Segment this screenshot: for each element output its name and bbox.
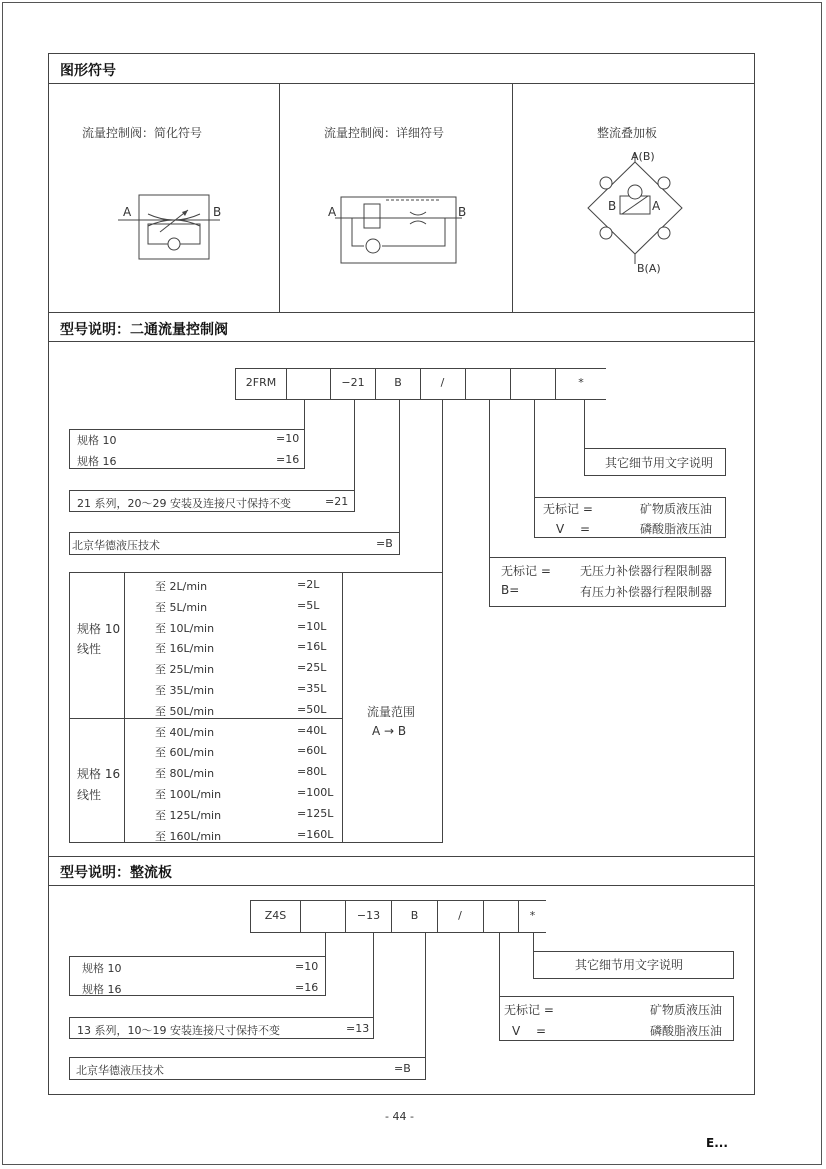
flow-code: =10L	[297, 620, 327, 633]
divider	[48, 885, 755, 886]
detailed-port-a: A	[328, 205, 337, 219]
flow-range: 至 16L/min	[155, 642, 215, 655]
symbols-title: 图形符号	[60, 63, 116, 79]
plate-code-cell: −13	[345, 900, 392, 933]
flow-range: 至 60L/min	[155, 746, 215, 759]
flow-group-10-label: 规格 10	[77, 622, 121, 636]
flow-group-16-sub: 线性	[77, 788, 102, 802]
flow-code: =5L	[297, 599, 320, 612]
spec-value: =10	[276, 432, 300, 445]
leader-line	[489, 400, 490, 558]
valve-model-title: 型号说明：二通流量控制阀	[60, 322, 228, 338]
flow-code: =60L	[297, 744, 327, 757]
flow-range-label: 流量范围	[367, 705, 416, 719]
leader-line	[373, 933, 374, 1019]
leader-line	[533, 933, 534, 951]
simplified-flow-valve-symbol	[110, 190, 220, 265]
flow-code: =40L	[297, 724, 327, 737]
flow-code: =25L	[297, 661, 327, 674]
series-value: =21	[325, 495, 349, 508]
plate-model-title: 型号说明：整流板	[60, 865, 172, 881]
simplified-port-a: A	[123, 205, 132, 219]
plate-port-b: B	[608, 199, 617, 213]
spec-label: 规格 10	[77, 434, 117, 447]
flow-range: 至 5L/min	[155, 601, 208, 614]
detailed-symbol-label: 流量控制阀：详细符号	[324, 126, 445, 140]
limiter-label: 无标记 =	[501, 564, 551, 578]
divider	[124, 572, 125, 843]
flow-code: =16L	[297, 640, 327, 653]
maker-label: 北京华德液压技术	[72, 539, 160, 552]
detailed-flow-valve-symbol	[330, 192, 470, 267]
spec-value: =16	[276, 453, 300, 466]
maker-value: =B	[394, 1062, 411, 1075]
leader-line	[325, 933, 326, 957]
plate-symbol-label: 整流叠加板	[597, 126, 658, 140]
divider	[279, 83, 280, 312]
leader-line	[442, 400, 443, 572]
plate-code-cell: /	[437, 900, 484, 933]
flow-range: 至 25L/min	[155, 663, 215, 676]
valve-code-cell: B	[375, 368, 421, 400]
simplified-symbol-label: 流量控制阀：简化符号	[82, 126, 203, 140]
leader-line	[304, 400, 305, 430]
flow-code: =160L	[297, 828, 334, 841]
leader-line	[499, 933, 500, 996]
plate-code-cell: Z4S	[250, 900, 301, 933]
divider	[48, 83, 755, 84]
simplified-port-b: B	[213, 205, 222, 219]
valve-code-cell: 2FRM	[235, 368, 287, 400]
limiter-label: B=	[501, 583, 520, 597]
plate-code-cell	[483, 900, 519, 933]
fluid-value: 矿物质液压油	[650, 1003, 723, 1017]
spec-label: 规格 10	[82, 962, 122, 975]
maker-value: =B	[376, 537, 393, 550]
leader-line	[584, 400, 585, 448]
flow-range: 至 35L/min	[155, 684, 215, 697]
leader-line	[534, 400, 535, 498]
flow-group-10-sub: 线性	[77, 642, 102, 656]
divider	[48, 856, 755, 857]
leader-line	[425, 933, 426, 1058]
maker-label: 北京华德液压技术	[76, 1064, 164, 1077]
flow-code: =2L	[297, 578, 320, 591]
flow-range: 至 125L/min	[155, 809, 222, 822]
valve-code-cell	[510, 368, 556, 400]
valve-code-cell: *	[555, 368, 606, 400]
flow-code: =50L	[297, 703, 327, 716]
divider	[342, 572, 343, 843]
valve-code-cell	[286, 368, 331, 400]
flow-code: =125L	[297, 807, 334, 820]
spec-label: 规格 16	[77, 455, 117, 468]
series-label: 21 系列，20～29 安装及连接尺寸保持不变	[77, 497, 291, 510]
rectifier-plate-symbol	[582, 152, 692, 272]
plate-port-a: A	[652, 199, 661, 213]
plate-bottom-label: B(A)	[637, 262, 661, 275]
flow-range: 至 100L/min	[155, 788, 222, 801]
series-value: =13	[346, 1022, 370, 1035]
spec-label: 规格 16	[82, 983, 122, 996]
flow-code: =35L	[297, 682, 327, 695]
fluid-label: 无标记 =	[543, 502, 593, 516]
divider	[48, 341, 755, 342]
flow-code: =100L	[297, 786, 334, 799]
flow-range: 至 50L/min	[155, 705, 215, 718]
fluid-value: 磷酸脂液压油	[650, 1024, 723, 1038]
fluid-label: 无标记 =	[504, 1003, 554, 1017]
plate-code-cell	[300, 900, 346, 933]
limiter-value: 有压力补偿器行程限制器	[580, 585, 713, 599]
flow-range: 至 160L/min	[155, 830, 222, 843]
valve-code-cell: −21	[330, 368, 376, 400]
plate-code-cell: *	[518, 900, 546, 933]
flow-range: 至 10L/min	[155, 622, 215, 635]
fluid-value: 磷酸脂液压油	[640, 522, 713, 536]
flow-group-16-label: 规格 16	[77, 767, 121, 781]
spec-value: =10	[295, 960, 319, 973]
page-number: - 44 -	[385, 1110, 414, 1123]
flow-range: 至 80L/min	[155, 767, 215, 780]
divider	[48, 312, 755, 313]
plate-top-label: A(B)	[631, 150, 655, 163]
detailed-port-b: B	[458, 205, 467, 219]
corner-mark: E...	[706, 1136, 728, 1150]
fluid-label: V =	[512, 1024, 547, 1038]
series-label: 13 系列，10～19 安装连接尺寸保持不变	[77, 1024, 280, 1037]
flow-direction: A → B	[372, 724, 407, 738]
flow-range: 至 40L/min	[155, 726, 215, 739]
limiter-value: 无压力补偿器行程限制器	[580, 564, 713, 578]
flow-range: 至 2L/min	[155, 580, 208, 593]
valve-code-cell	[465, 368, 511, 400]
plate-code-cell: B	[391, 900, 438, 933]
flow-code: =80L	[297, 765, 327, 778]
divider	[512, 83, 513, 312]
other-note: 其它细节用文字说明	[605, 456, 714, 470]
other-note: 其它细节用文字说明	[575, 958, 684, 972]
fluid-label: V =	[556, 522, 591, 536]
spec-value: =16	[295, 981, 319, 994]
fluid-value: 矿物质液压油	[640, 502, 713, 516]
valve-code-cell: /	[420, 368, 466, 400]
